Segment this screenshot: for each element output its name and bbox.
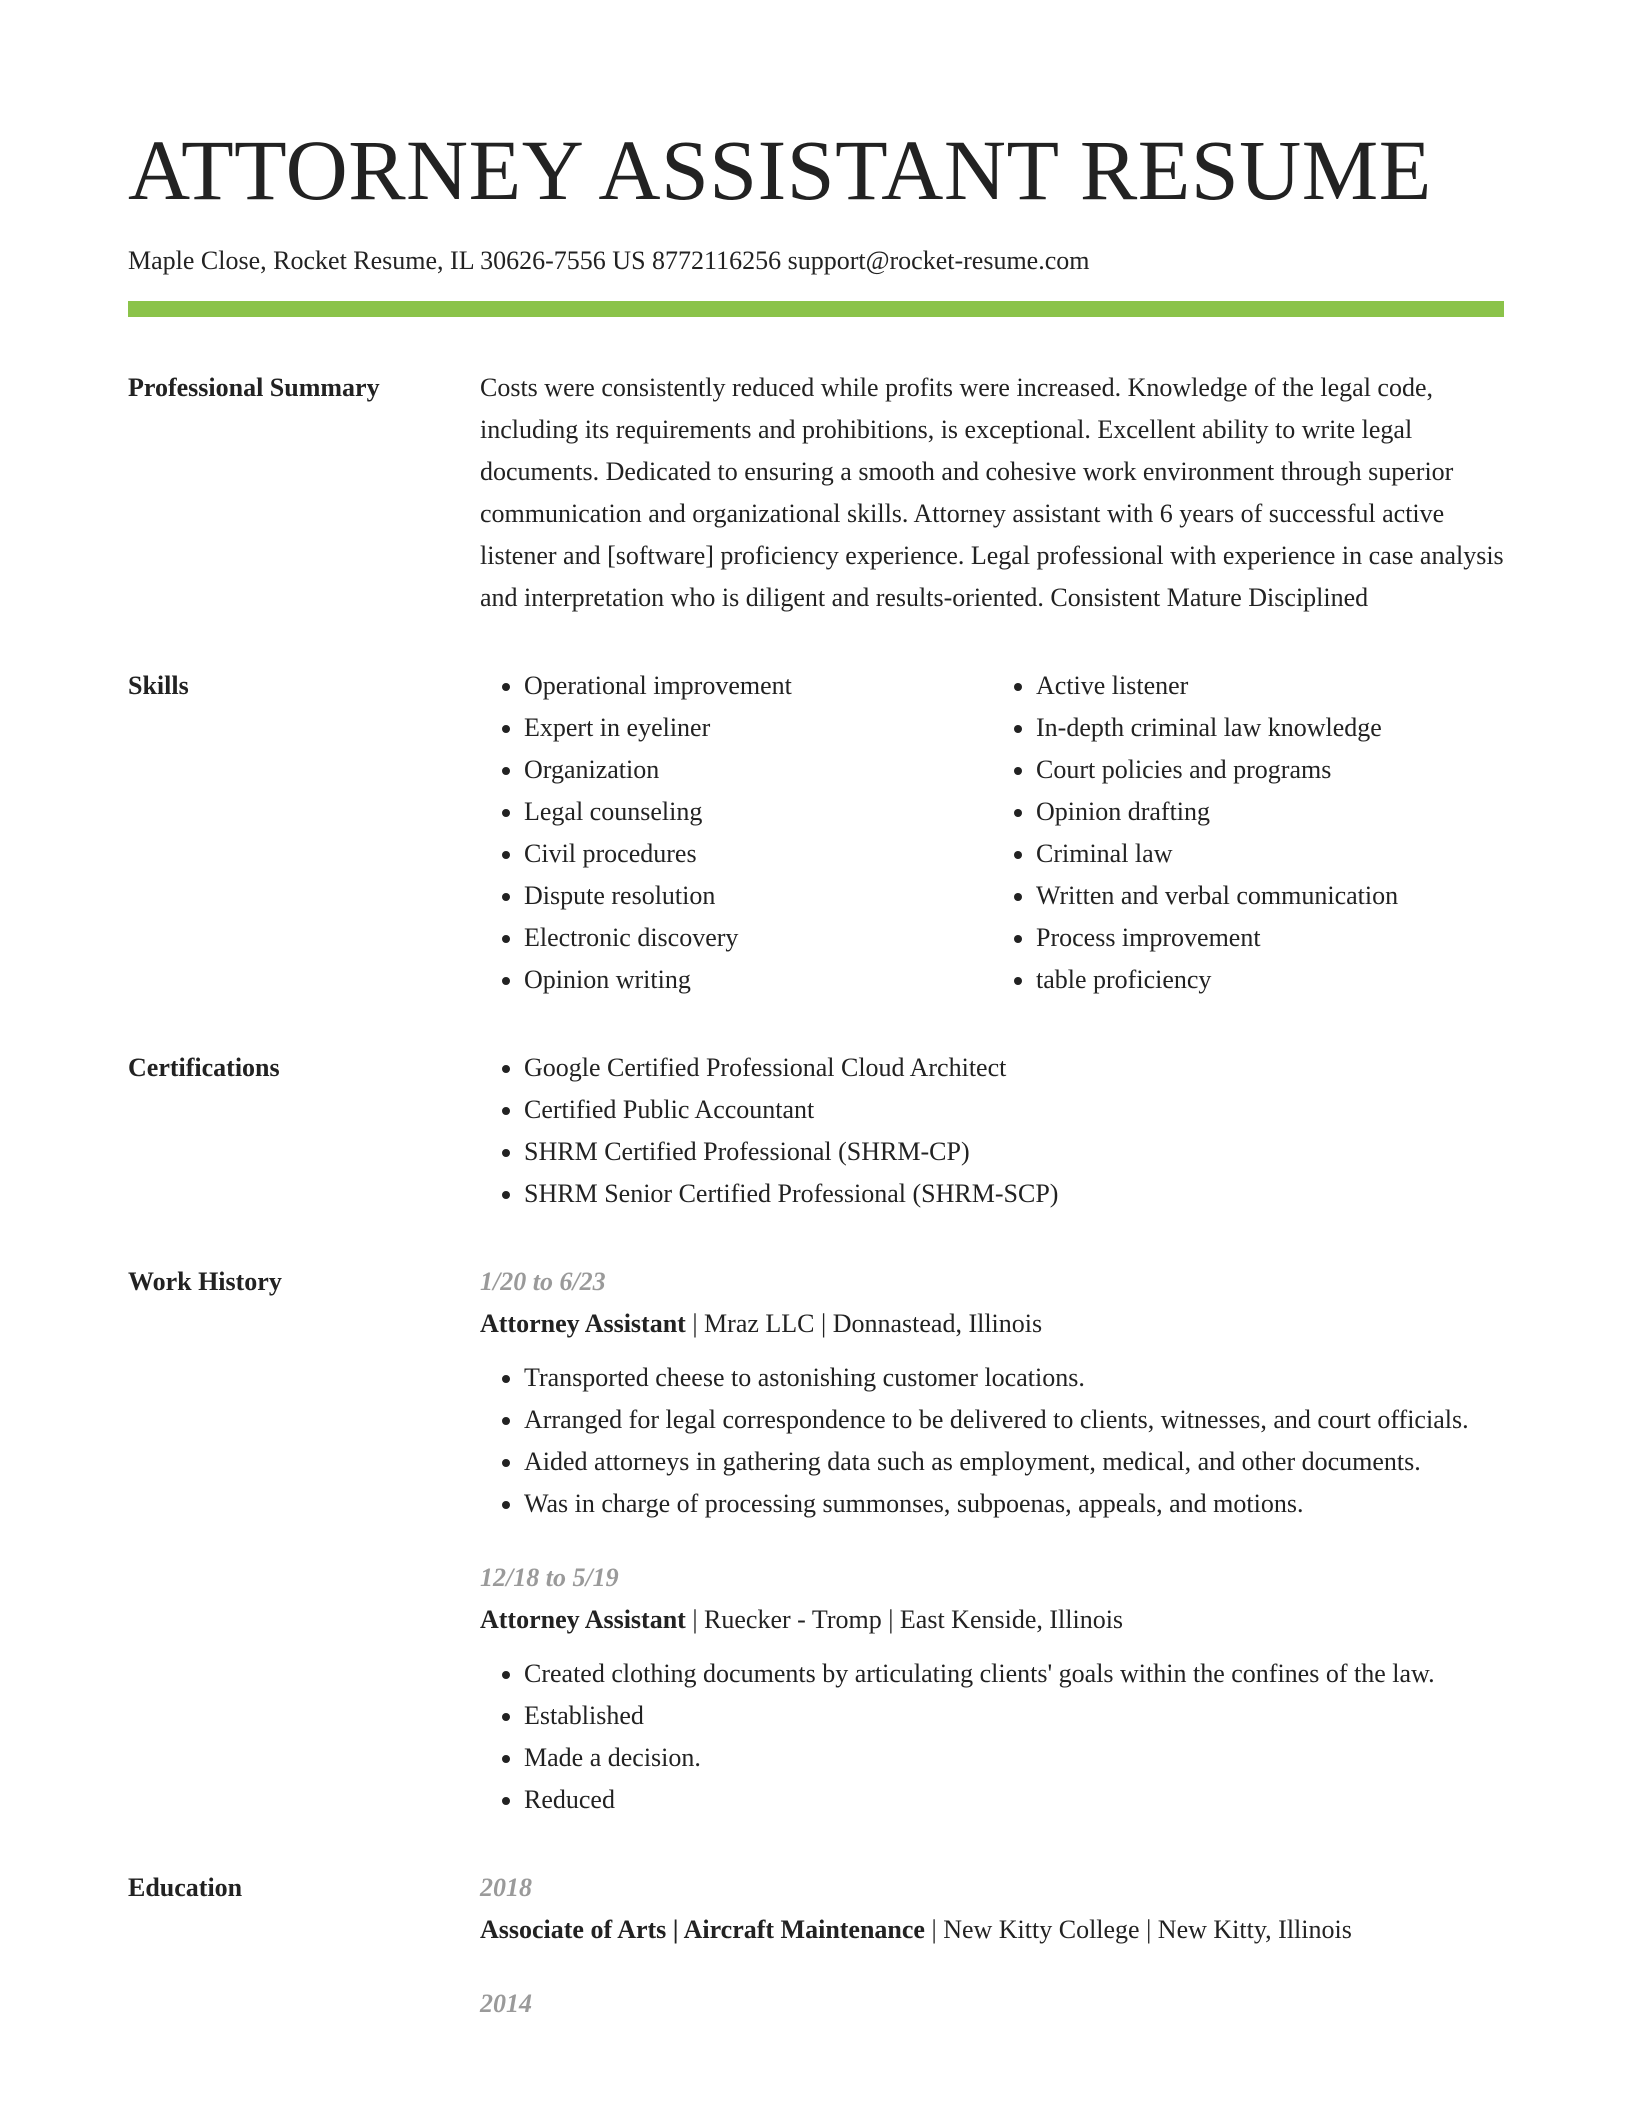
skill-item: • Electronic discovery (524, 917, 992, 959)
section-label: Education (128, 1873, 243, 1902)
education-entry (480, 1867, 1504, 1951)
summary-section (128, 367, 1504, 619)
contact-phone: 8772116256 (652, 246, 782, 275)
job-bullet: • Made a decision. (524, 1737, 1504, 1779)
skill-item: • Operational improvement (524, 665, 992, 707)
job-bullets (480, 1357, 1504, 1525)
certification-item: • SHRM Certified Professional (SHRM-CP) (524, 1131, 1504, 1173)
skill-item: • Civil procedures (524, 833, 992, 875)
skill-item: • Written and verbal communication (1036, 875, 1504, 917)
job-dates: 1/20 to 6/23 (480, 1267, 606, 1296)
section-label: Certifications (128, 1053, 280, 1082)
header-divider (128, 301, 1504, 317)
education-degree: Associate of Arts | Aircraft Maintenance (480, 1915, 925, 1944)
job-role (480, 1303, 1504, 1345)
education-year: 2014 (480, 1989, 532, 2018)
page-title: ATTORNEY ASSISTANT RESUME (128, 122, 1432, 218)
contact-address: Maple Close, Rocket Resume, IL 30626-7556 US (128, 246, 646, 275)
certification-item: • SHRM Senior Certified Professional (SHRM-SCP) (524, 1173, 1504, 1215)
education-details: | New Kitty College | New Kitty, Illinois (924, 1915, 1352, 1944)
job-details: | Ruecker - Tromp | East Kenside, Illinois (685, 1605, 1124, 1634)
skills-list-left (480, 665, 992, 1001)
job-bullet: • Established (524, 1695, 1504, 1737)
job-dates: 12/18 to 5/19 (480, 1563, 619, 1592)
skill-item: • Organization (524, 749, 992, 791)
skill-item: • Dispute resolution (524, 875, 992, 917)
skill-item: • Court policies and programs (1036, 749, 1504, 791)
skill-item: • Opinion drafting (1036, 791, 1504, 833)
job-entry (480, 1261, 1504, 1525)
skills-section (128, 665, 1504, 1001)
job-bullet: • Arranged for legal correspondence to be delivered to clients, witnesses, and court officials. (524, 1399, 1504, 1441)
job-bullet: • Reduced (524, 1779, 1504, 1821)
skill-item: • Legal counseling (524, 791, 992, 833)
education-entry (480, 1983, 1504, 2025)
skill-item: • table proficiency (1036, 959, 1504, 1001)
certifications-list (480, 1047, 1504, 1215)
education-section (128, 1867, 1504, 2025)
contact-line (128, 246, 1504, 276)
skill-item: • Process improvement (1036, 917, 1504, 959)
job-bullet: • Aided attorneys in gathering data such as employment, medical, and other documents. (524, 1441, 1504, 1483)
job-role (480, 1599, 1504, 1641)
contact-email: support@rocket-resume.com (787, 246, 1090, 275)
job-bullet: • Was in charge of processing summonses, subpoenas, appeals, and motions. (524, 1483, 1504, 1525)
resume-page (128, 0, 1504, 2025)
work-history-section (128, 1261, 1504, 1821)
education-degree-line (480, 1909, 1504, 1951)
job-details: | Mraz LLC | Donnastead, Illinois (685, 1309, 1043, 1338)
section-label: Skills (128, 671, 189, 700)
education-year: 2018 (480, 1873, 532, 1902)
skill-item: • In-depth criminal law knowledge (1036, 707, 1504, 749)
job-title: Attorney Assistant (480, 1309, 686, 1338)
job-title: Attorney Assistant (480, 1605, 686, 1634)
job-bullet: • Transported cheese to astonishing customer locations. (524, 1357, 1504, 1399)
skill-item: • Opinion writing (524, 959, 992, 1001)
skill-item: • Expert in eyeliner (524, 707, 992, 749)
skill-item: • Active listener (1036, 665, 1504, 707)
skill-item: • Criminal law (1036, 833, 1504, 875)
skills-list-right (992, 665, 1504, 1001)
summary-text: Costs were consistently reduced while profits were increased. Knowledge of the legal code, including its requirements and prohibitions, is exceptional. Excellent ability to write legal documents. Dedicated to ensuring a smooth and cohesive work environment through superior communication and organizational skills. Attorney assistant with 6 years of successful active listener and [software] proficiency experience. Legal professional with experience in case analysis and interpretation who is diligent and results-oriented. Consistent Mature Disciplined (480, 373, 1504, 612)
certifications-section (128, 1047, 1504, 1215)
job-bullet: • Created clothing documents by articulating clients' goals within the confines of the law. (524, 1653, 1504, 1695)
certification-item: • Certified Public Accountant (524, 1089, 1504, 1131)
section-label: Work History (128, 1267, 282, 1296)
job-entry (480, 1557, 1504, 1821)
section-label: Professional Summary (128, 373, 380, 402)
certification-item: • Google Certified Professional Cloud Architect (524, 1047, 1504, 1089)
job-bullets (480, 1653, 1504, 1821)
